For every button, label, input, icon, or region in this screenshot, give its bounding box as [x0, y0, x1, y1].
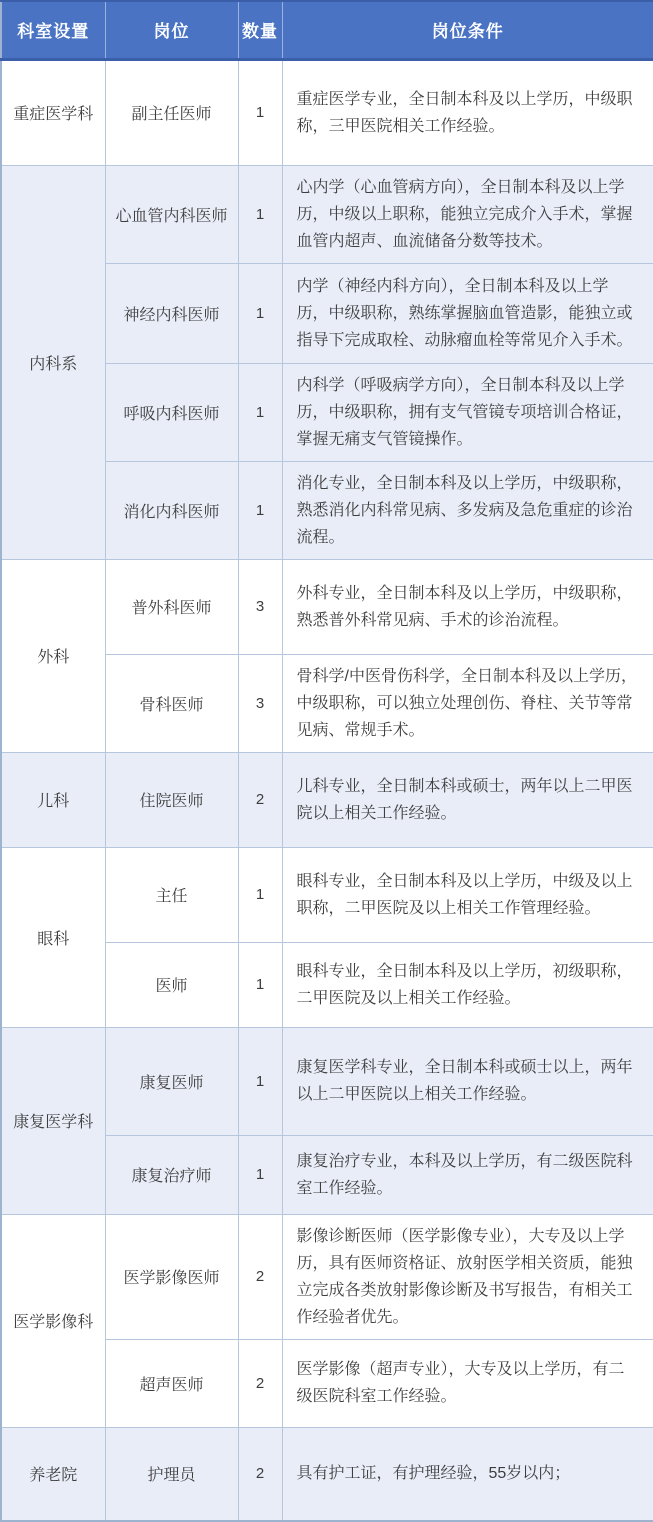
count-cell: 1: [238, 847, 282, 942]
position-cell: 主任: [105, 847, 238, 942]
department-cell: 重症医学科: [1, 59, 105, 165]
count-cell: 2: [238, 1339, 282, 1427]
department-cell: 眼科: [1, 847, 105, 1027]
position-cell: 骨科医师: [105, 654, 238, 752]
position-cell: 普外科医师: [105, 559, 238, 654]
table-body: [1, 59, 653, 1521]
position-cell: 消化内科医师: [105, 461, 238, 559]
table-row: [1, 559, 653, 654]
column-header-department: 科室设置: [1, 1, 105, 59]
position-cell: 医学影像医师: [105, 1214, 238, 1339]
header-row: [1, 1, 653, 59]
count-cell: 1: [238, 59, 282, 165]
requirement-cell: 康复医学科专业，全日制本科或硕士以上，两年以上二甲医院以上相关工作经验。: [282, 1027, 653, 1135]
table-row: [1, 1214, 653, 1339]
table-row: [1, 847, 653, 942]
requirement-cell: 重症医学专业，全日制本科及以上学历，中级职称，三甲医院相关工作经验。: [282, 59, 653, 165]
count-cell: 1: [238, 1135, 282, 1214]
requirement-cell: 康复治疗专业，本科及以上学历，有二级医院科室工作经验。: [282, 1135, 653, 1214]
department-cell: 外科: [1, 559, 105, 752]
department-cell: 医学影像科: [1, 1214, 105, 1427]
count-cell: 1: [238, 363, 282, 461]
requirement-cell: 医学影像（超声专业），大专及以上学历，有二级医院科室工作经验。: [282, 1339, 653, 1427]
department-cell: 养老院: [1, 1427, 105, 1521]
table-header: [1, 1, 653, 59]
count-cell: 3: [238, 654, 282, 752]
position-cell: 康复医师: [105, 1027, 238, 1135]
requirement-cell: 心内学（心血管病方向），全日制本科及以上学历，中级以上职称，能独立完成介入手术，掌握血管内超声、血流储备分数等技术。: [282, 165, 653, 263]
requirement-cell: 儿科专业，全日制本科或硕士，两年以上二甲医院以上相关工作经验。: [282, 752, 653, 847]
requirement-cell: 骨科学/中医骨伤科学，全日制本科及以上学历，中级职称，可以独立处理创伤、脊柱、关节等常见病、常规手术。: [282, 654, 653, 752]
position-cell: 副主任医师: [105, 59, 238, 165]
requirement-cell: 外科专业，全日制本科及以上学历，中级职称，熟悉普外科常见病、手术的诊治流程。: [282, 559, 653, 654]
column-header-position: 岗位: [105, 1, 238, 59]
requirement-cell: 眼科专业，全日制本科及以上学历，中级及以上职称，二甲医院及以上相关工作管理经验。: [282, 847, 653, 942]
table-row: [1, 1427, 653, 1521]
department-cell: 康复医学科: [1, 1027, 105, 1214]
column-header-count: 数量: [238, 1, 282, 59]
requirement-cell: 眼科专业，全日制本科及以上学历，初级职称，二甲医院及以上相关工作经验。: [282, 942, 653, 1027]
column-header-requirements: 岗位条件: [282, 1, 653, 59]
count-cell: 1: [238, 263, 282, 363]
position-cell: 康复治疗师: [105, 1135, 238, 1214]
count-cell: 3: [238, 559, 282, 654]
position-cell: 呼吸内科医师: [105, 363, 238, 461]
count-cell: 2: [238, 1427, 282, 1521]
table-row: [1, 165, 653, 263]
position-cell: 心血管内科医师: [105, 165, 238, 263]
position-cell: 神经内科医师: [105, 263, 238, 363]
position-cell: 医师: [105, 942, 238, 1027]
position-cell: 护理员: [105, 1427, 238, 1521]
department-cell: 儿科: [1, 752, 105, 847]
table-row: [1, 1027, 653, 1135]
count-cell: 2: [238, 752, 282, 847]
count-cell: 1: [238, 1027, 282, 1135]
position-cell: 超声医师: [105, 1339, 238, 1427]
requirement-cell: 内学（神经内科方向），全日制本科及以上学历，中级职称，熟练掌握脑血管造影，能独立或指导下完成取栓、动脉瘤血栓等常见介入手术。: [282, 263, 653, 363]
department-cell: 内科系: [1, 165, 105, 559]
requirement-cell: 消化专业，全日制本科及以上学历，中级职称，熟悉消化内科常见病、多发病及急危重症的诊治流程。: [282, 461, 653, 559]
requirement-cell: 具有护工证，有护理经验，55岁以内；: [282, 1427, 653, 1521]
table-row: [1, 59, 653, 165]
requirement-cell: 影像诊断医师（医学影像专业），大专及以上学历，具有医师资格证、放射医学相关资质，能独立完成各类放射影像诊断及书写报告，有相关工作经验者优先。: [282, 1214, 653, 1339]
count-cell: 1: [238, 461, 282, 559]
count-cell: 1: [238, 165, 282, 263]
position-cell: 住院医师: [105, 752, 238, 847]
count-cell: 2: [238, 1214, 282, 1339]
count-cell: 1: [238, 942, 282, 1027]
table-row: [1, 752, 653, 847]
requirement-cell: 内科学（呼吸病学方向），全日制本科及以上学历，中级职称，拥有支气管镜专项培训合格证，掌握无痛支气管镜操作。: [282, 363, 653, 461]
